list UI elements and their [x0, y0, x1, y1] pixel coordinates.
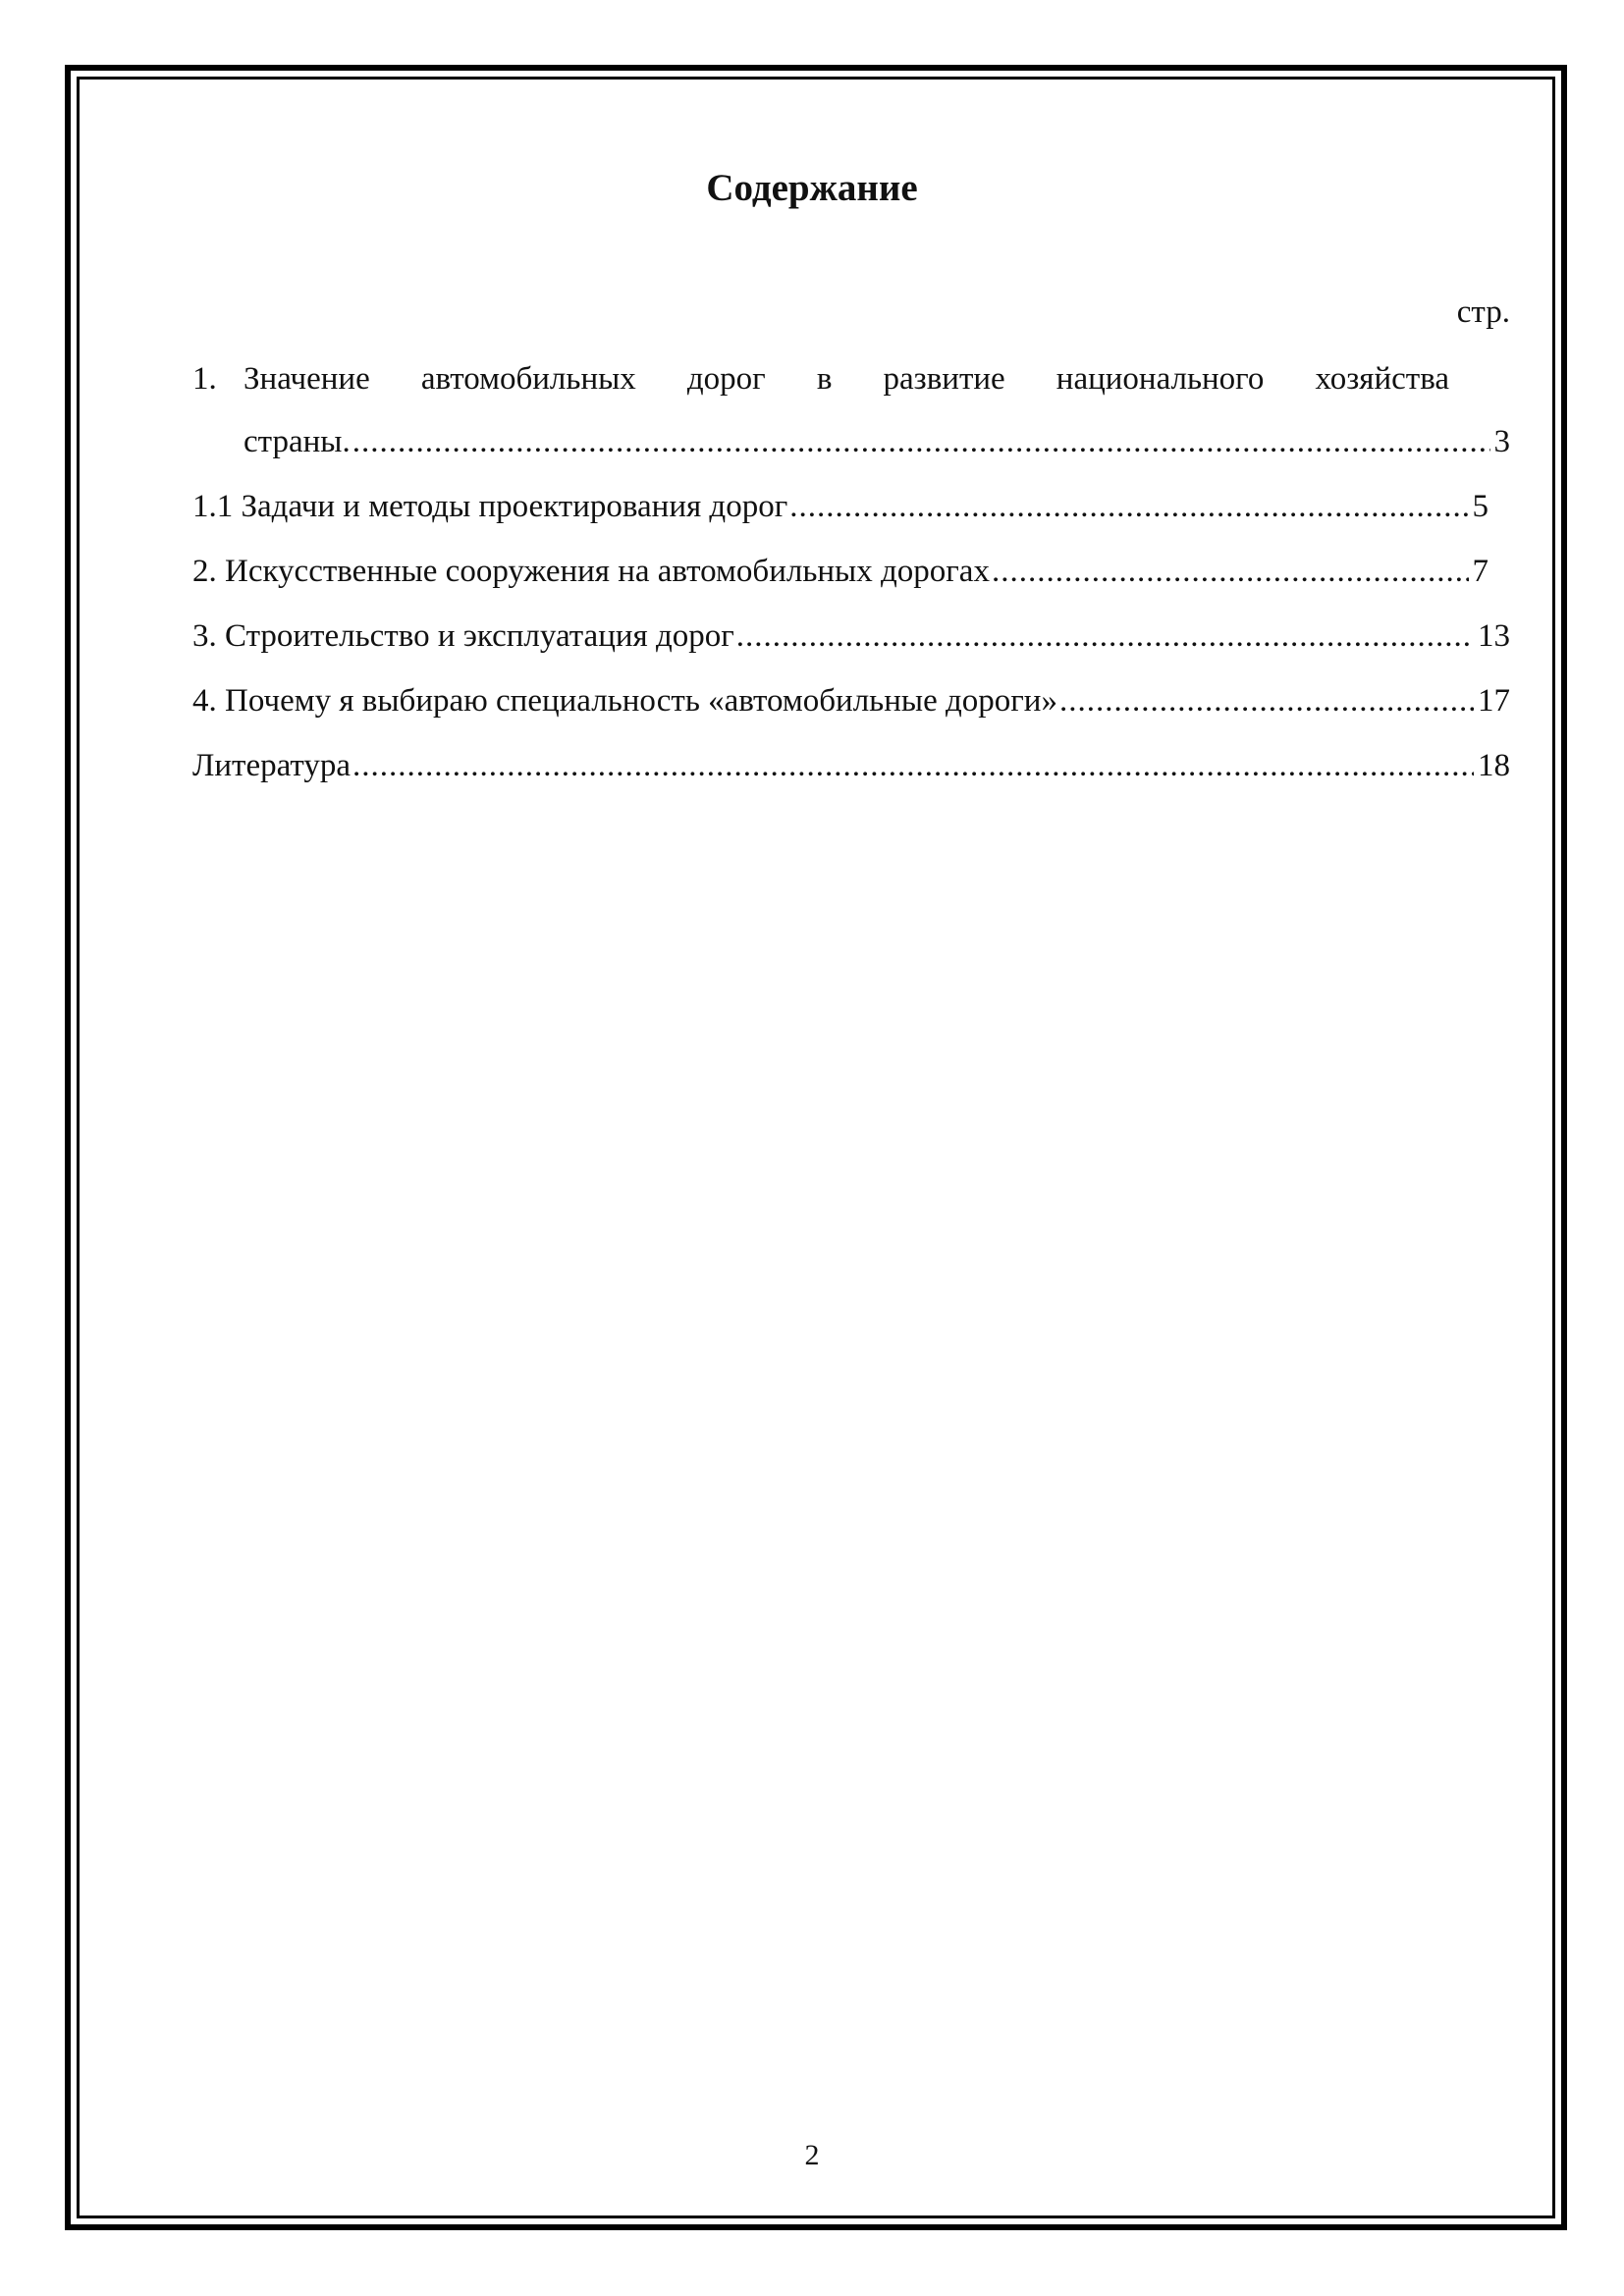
toc-entry-2[interactable]	[192, 552, 1489, 591]
toc-entry-page: 18	[1478, 748, 1510, 783]
toc-entry-page: 17	[1478, 683, 1510, 719]
toc-entry-number: 1.	[192, 361, 217, 397]
toc-entry-label-continued: страны.	[244, 424, 351, 459]
toc-entry-page: 3	[1493, 424, 1510, 459]
page-column-label: стр.	[1456, 294, 1510, 330]
toc-leader-dots	[1059, 681, 1474, 721]
toc-leader-dots	[352, 422, 1490, 461]
toc-leader-dots	[992, 552, 1469, 591]
toc-entry-literature[interactable]	[192, 746, 1510, 785]
toc-entry-label: Значение автомобильных дорог в развитие национального хозяйства	[244, 361, 1449, 397]
toc-entry-3[interactable]	[192, 616, 1510, 656]
toc-leader-dots	[736, 616, 1474, 656]
toc-entry-label: 4. Почему я выбираю специальность «автомобильные дороги»	[192, 683, 1057, 719]
toc-entry-page: 7	[1472, 554, 1489, 589]
toc-entry-1-line1	[192, 359, 1449, 399]
page-number: 2	[804, 2139, 820, 2171]
toc-entry-label: 3. Строительство и эксплуатация дорог	[192, 618, 734, 654]
toc-entry-label: 2. Искусственные сооружения на автомобильных дорогах	[192, 554, 990, 589]
toc-entry-label: Литература	[192, 748, 352, 783]
toc-entry-1-line2	[244, 422, 1510, 461]
toc-heading: Содержание	[706, 167, 918, 209]
toc-leader-dots	[789, 487, 1468, 526]
toc-entry-4[interactable]	[192, 681, 1510, 721]
toc-leader-dots	[352, 746, 1474, 785]
toc-entry-page: 13	[1478, 618, 1510, 654]
toc-entry-page: 5	[1472, 489, 1489, 524]
toc-entry-1-1[interactable]	[192, 487, 1489, 526]
toc-entry-label: 1.1 Задачи и методы проектирования дорог	[192, 489, 788, 524]
